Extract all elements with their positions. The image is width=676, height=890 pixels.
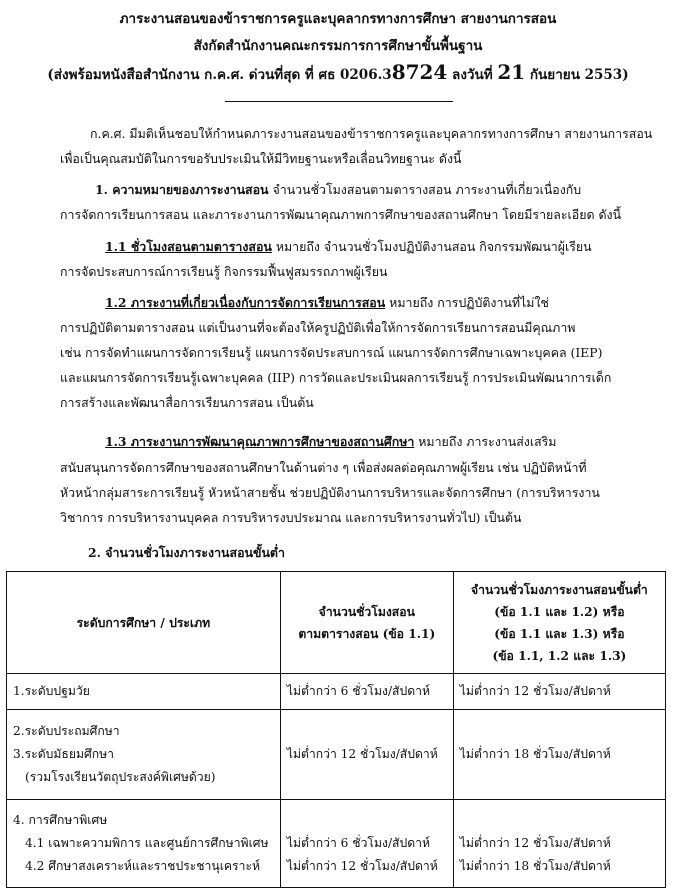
- section-1-2-line-3: เช่น การจัดทำแผนการจัดการเรียนรู้ แผนการจัดประสบการณ์ แผนการจัดการศึกษาเฉพาะบุคคล (IEP): [60, 345, 603, 360]
- section-2-heading: 2. จำนวนชั่วโมงภาระงานสอนขั้นต่ำ: [88, 545, 285, 560]
- section-1-3-title: 1.3 ภาระงานการพัฒนาคุณภาพการศึกษาของสถานศึกษา: [105, 434, 415, 449]
- teaching-load-table: [6, 571, 666, 888]
- section-1-heading: [95, 180, 581, 200]
- header-scheduled-hours-line-2: ตามตารางสอน (ข้อ 1.1): [298, 626, 436, 641]
- level-line: 4.2 ศึกษาสงเคราะห์และราชประชานุเคราะห์: [25, 859, 261, 873]
- row-minimum-load: [453, 674, 665, 710]
- row-minimum-load: [453, 710, 665, 800]
- level-line: 3.ระดับมัธยมศึกษา: [13, 747, 115, 761]
- section-1-1-heading: [105, 237, 592, 257]
- section-1-2-title: 1.2 ภาระงานที่เกี่ยวเนื่องกับการจัดการเรียนการสอน: [105, 295, 386, 310]
- level-line: 4. การศึกษาพิเศษ: [13, 813, 108, 827]
- row-level: [7, 710, 281, 800]
- level-line: 1.ระดับปฐมวัย: [13, 684, 90, 698]
- doc-title-line1: ภาระงานสอนของข้าราชการครูและบุคลากรทางการศึกษา สายงานการสอน: [119, 11, 557, 27]
- doc-reference-line: [0, 62, 676, 85]
- header-minimum-load-line-1: จำนวนชั่วโมงภาระงานสอนขั้นต่ำ: [471, 582, 648, 597]
- doc-title-line2: สังกัดสำนักงานคณะกรรมการการศึกษาขั้นพื้นฐาน: [193, 38, 483, 54]
- row-level: [7, 800, 281, 888]
- header-scheduled-hours: [280, 572, 453, 674]
- intro-line-1: ก.ค.ศ. มีมติเห็นชอบให้กำหนดภาระงานสอนของข้าราชการครูและบุคลากรทางการศึกษา สายงานการสอน: [90, 126, 653, 141]
- reference-number: 8724: [391, 60, 448, 84]
- row-minimum-load: [453, 800, 665, 888]
- section-1-line-2: การจัดการเรียนการสอน และภาระงานการพัฒนาคุณภาพการศึกษาของสถานศึกษา โดยมีรายละเอียด ดังนี้: [60, 207, 622, 222]
- reference-date-label: ลงวันที่: [447, 67, 498, 83]
- min-line: ไม่ต่ำกว่า 12 ชั่วโมง/สัปดาห์: [459, 835, 611, 850]
- section-1-3-heading: [105, 432, 556, 452]
- intro-line-2: เพื่อเป็นคุณสมบัติในการขอรับประเมินให้มีวิทยฐานะหรือเลื่อนวิทยฐานะ ดังนี้: [60, 151, 462, 166]
- level-line: 4.1 เฉพาะความพิการ และศูนย์การศึกษาพิเศษ: [25, 836, 269, 850]
- table-row: [7, 674, 666, 710]
- section-1-2-text: หมายถึง การปฏิบัติงานที่ไม่ใช่: [385, 295, 549, 310]
- section-1-1-title: 1.1 ชั่วโมงสอนตามตารางสอน: [105, 239, 272, 254]
- hours-line: ไม่ต่ำกว่า 12 ชั่วโมง/สัปดาห์: [286, 747, 438, 761]
- header-minimum-load-line-2: (ข้อ 1.1 และ 1.2) หรือ: [494, 604, 625, 619]
- row-scheduled-hours: [280, 800, 453, 888]
- row-scheduled-hours: [280, 674, 453, 710]
- section-1-1-text: หมายถึง จำนวนชั่วโมงปฏิบัติงานสอน กิจกรรมพัฒนาผู้เรียน: [271, 239, 592, 254]
- hours-line: ไม่ต่ำกว่า 12 ชั่วโมง/สัปดาห์: [286, 858, 438, 873]
- section-1-2-heading: [105, 293, 549, 313]
- level-line: (รวมโรงเรียนวัตถุประสงค์พิเศษด้วย): [25, 770, 216, 784]
- header-minimum-load-line-4: (ข้อ 1.1, 1.2 และ 1.3): [492, 648, 627, 663]
- header-minimum-load: [453, 572, 665, 674]
- header-level: ระดับการศึกษา / ประเภท: [7, 572, 281, 674]
- section-1-3-line-4: วิชาการ การบริหารงานบุคคล การบริหารงบประมาณ และการบริหารงานทั่วไป) เป็นต้น: [60, 510, 522, 525]
- header-minimum-load-line-3: (ข้อ 1.1 และ 1.3) หรือ: [494, 626, 625, 641]
- row-scheduled-hours: [280, 710, 453, 800]
- section-1-2-line-2: การปฏิบัติตามตารางสอน แต่เป็นงานที่จะต้องให้ครูปฏิบัติเพื่อให้การจัดการเรียนการสอนมีคุณภาพ: [60, 320, 576, 335]
- table-header-row: [7, 572, 666, 674]
- table-row: [7, 710, 666, 800]
- reference-day: 21: [497, 60, 526, 84]
- min-line: ไม่ต่ำกว่า 18 ชั่วโมง/สัปดาห์: [459, 747, 611, 761]
- table-row: [7, 800, 666, 888]
- section-1-3-line-2: สนับสนุนการจัดการศึกษาของสถานศึกษาในด้านต่าง ๆ เพื่อส่งผลต่อคุณภาพผู้เรียน เช่น ปฏิบัติหน้าที่: [60, 460, 587, 475]
- section-1-3-text: หมายถึง ภาระงานส่งเสริม: [414, 434, 557, 449]
- section-1-3-line-3: หัวหน้ากลุ่มสาระการเรียนรู้ หัวหน้าสายชั้น ช่วยปฏิบัติงานการบริหารและจัดการศึกษา (การบริหารงาน: [60, 485, 600, 500]
- reference-month-year: กันยายน 2553): [525, 67, 629, 83]
- header-divider: [225, 101, 453, 102]
- section-1-title: 1. ความหมายของภาระงานสอน: [95, 182, 269, 197]
- hours-line: ไม่ต่ำกว่า 6 ชั่วโมง/สัปดาห์: [286, 684, 431, 698]
- row-level: [7, 674, 281, 710]
- header-scheduled-hours-line-1: จำนวนชั่วโมงสอน: [318, 604, 415, 619]
- level-line: 2.ระดับประถมศึกษา: [13, 724, 120, 738]
- reference-prefix: (ส่งพร้อมหนังสือสำนักงาน ก.ค.ศ. ด่วนที่สุด ที่ ศธ 0206.3: [47, 67, 392, 83]
- section-1-2-line-4: และแผนการจัดการเรียนรู้เฉพาะบุคคล (IIP) การวัดและประเมินผลการเรียนรู้ การประเมินพัฒนาการเด็ก: [60, 370, 612, 385]
- section-1-text: จำนวนชั่วโมงสอนตามตารางสอน ภาระงานที่เกี่ยวเนื่องกับ: [268, 182, 582, 197]
- section-1-1-line-2: การจัดประสบการณ์การเรียนรู้ กิจกรรมฟื้นฟูสมรรถภาพผู้เรียน: [60, 264, 388, 279]
- hours-line: ไม่ต่ำกว่า 6 ชั่วโมง/สัปดาห์: [286, 835, 431, 850]
- min-line: ไม่ต่ำกว่า 18 ชั่วโมง/สัปดาห์: [459, 858, 611, 873]
- section-1-2-line-5: การสร้างและพัฒนาสื่อการเรียนการสอน เป็นต้น: [60, 395, 314, 410]
- min-line: ไม่ต่ำกว่า 12 ชั่วโมง/สัปดาห์: [459, 684, 611, 698]
